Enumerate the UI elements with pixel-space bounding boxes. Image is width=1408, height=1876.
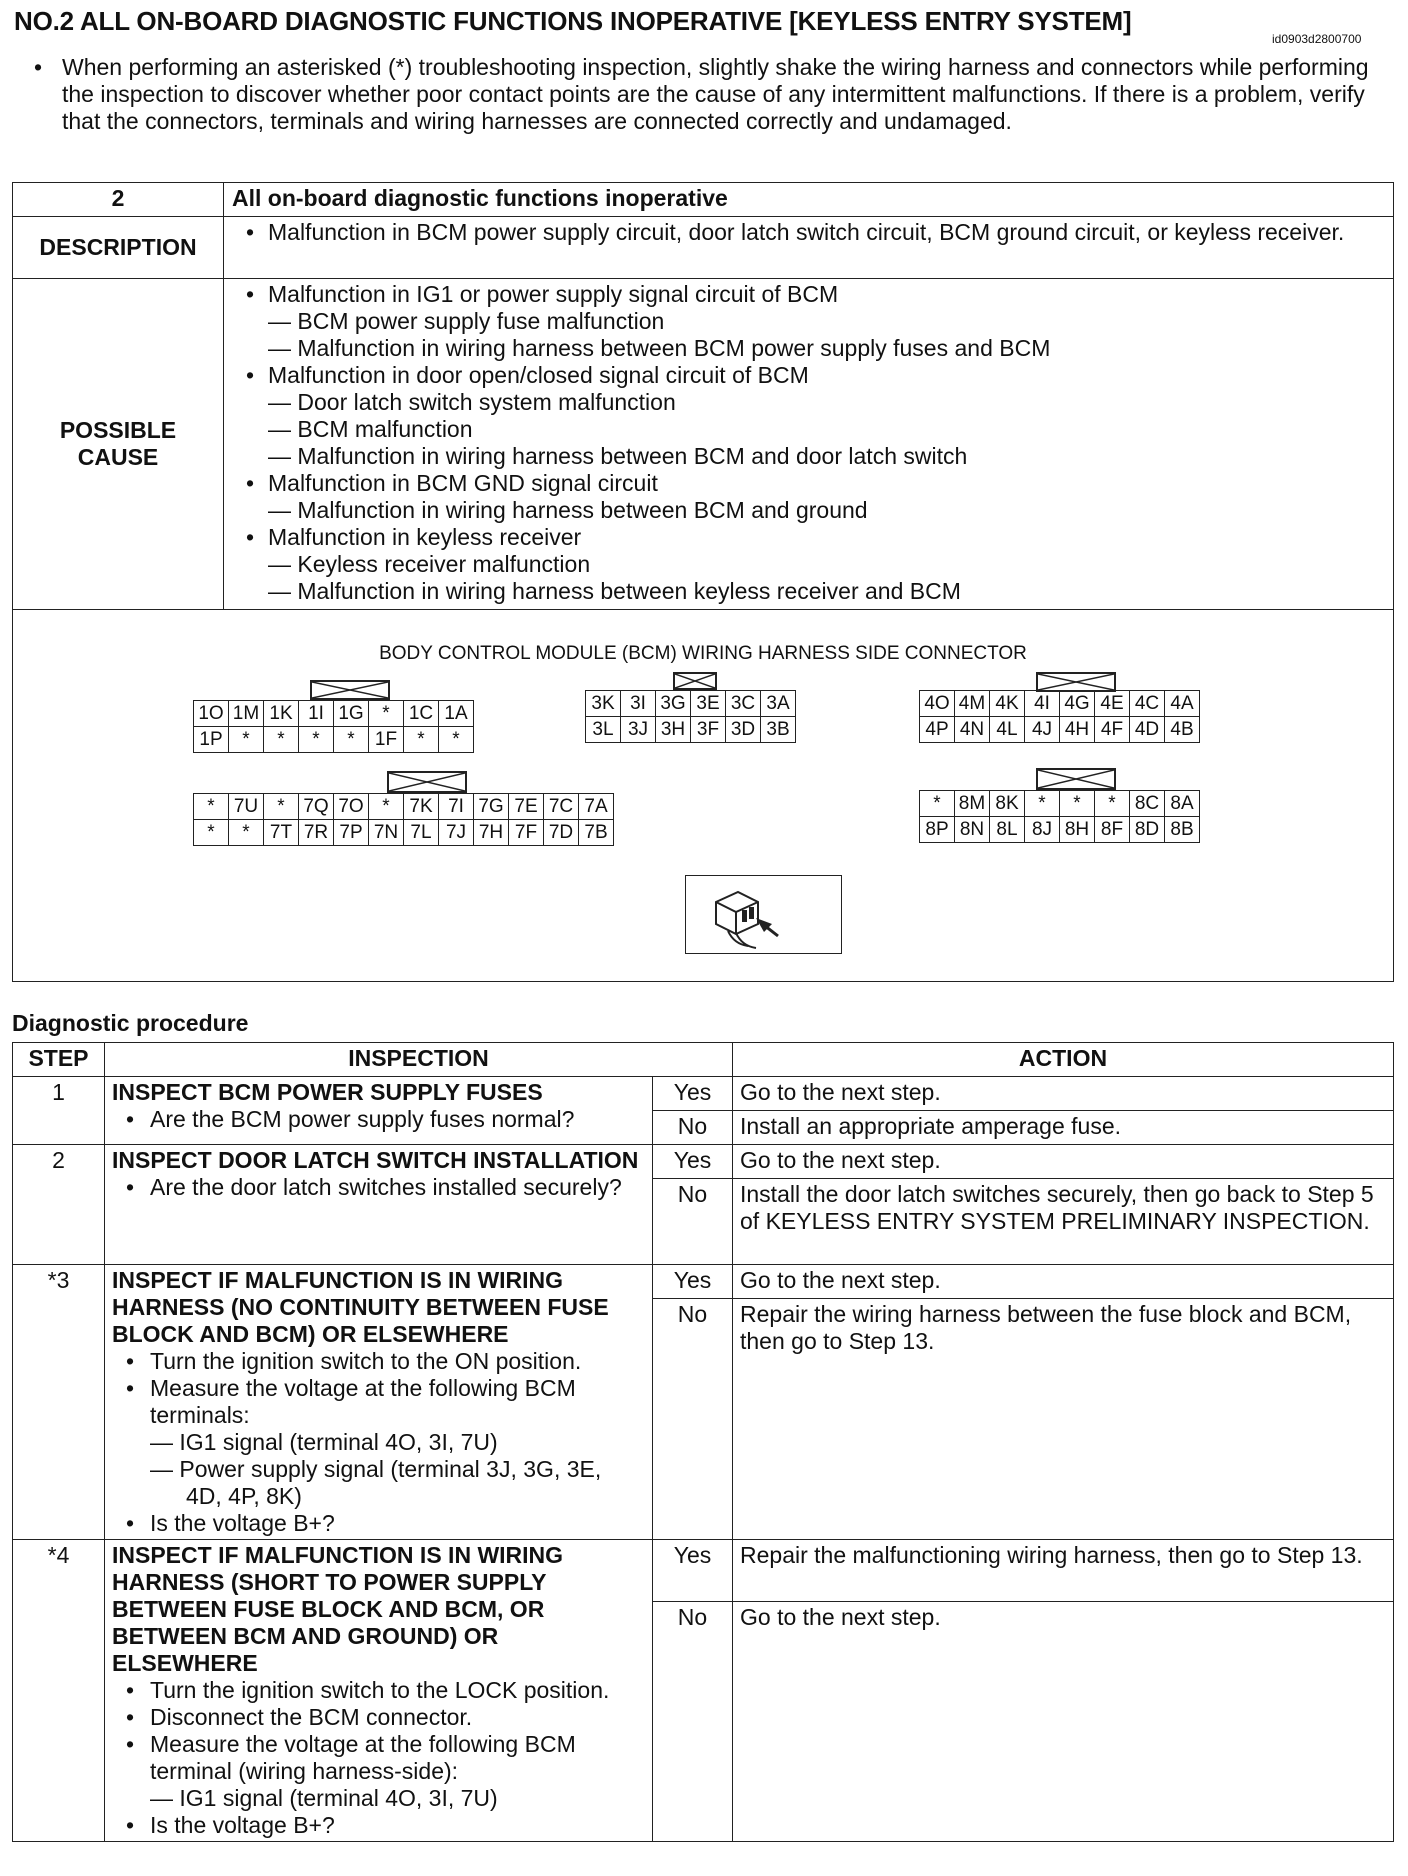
cause-item: • Malfunction in door open/closed signal circuit of BCM — Door latch switch system malfunction — BCM malfunction — Malfunction in wiring harness between BCM and door latch switch [232, 362, 1385, 470]
connector-terminal: 7O [334, 794, 369, 820]
yes-label: Yes [653, 1077, 733, 1111]
connector-terminal: 1C [404, 701, 439, 727]
connector-terminal: 8L [990, 817, 1025, 843]
connector-terminal: 4N [955, 717, 990, 743]
connector-terminal: * [264, 727, 299, 753]
connector-terminal: 8B [1165, 817, 1200, 843]
action-column-header: ACTION [733, 1043, 1394, 1077]
connector-terminal: 8K [990, 791, 1025, 817]
connector-terminal: 4B [1165, 717, 1200, 743]
connector-terminal: 4I [1025, 691, 1060, 717]
inspection-item: • Turn the ignition switch to the ON position. [112, 1348, 645, 1375]
connector-terminal: 1A [439, 701, 474, 727]
inspection-question: • Is the voltage B+? [112, 1510, 645, 1537]
connector-terminal: 3G [656, 691, 691, 717]
connector-terminal: 3J [621, 717, 656, 743]
connector-terminal: 4H [1060, 717, 1095, 743]
connector-terminal: 1O [194, 701, 229, 727]
procedure-header-row [13, 1043, 1394, 1077]
cause-sub-item: — Malfunction in wiring harness between BCM power supply fuses and BCM [268, 335, 1051, 361]
connector-terminal: 8M [955, 791, 990, 817]
connector-terminal: * [369, 794, 404, 820]
yes-action: Go to the next step. [733, 1265, 1394, 1299]
no-action: Repair the wiring harness between the fuse block and BCM, then go to Step 13. [733, 1299, 1394, 1540]
inspection-title: INSPECT BCM POWER SUPPLY FUSES [112, 1079, 543, 1105]
connector-terminal: * [1025, 791, 1060, 817]
connector-8 [919, 790, 1200, 843]
no-label: No [653, 1111, 733, 1145]
connector-terminal: 7I [439, 794, 474, 820]
diagram-title: BODY CONTROL MODULE (BCM) WIRING HARNESS SIDE CONNECTOR [379, 643, 1027, 664]
step-row [13, 1145, 1394, 1179]
cause-sub-item: — BCM power supply fuse malfunction [268, 308, 665, 334]
no-label: No [653, 1299, 733, 1540]
connector-terminal: 1K [264, 701, 299, 727]
connector-terminal: 4K [990, 691, 1025, 717]
connector-terminal: 3D [726, 717, 761, 743]
connector-terminal: 3F [691, 717, 726, 743]
cause-sub-item: — BCM malfunction [268, 416, 473, 442]
connector-terminal: * [1060, 791, 1095, 817]
inspection-cell [105, 1540, 653, 1842]
connector-terminal: 4O [920, 691, 955, 717]
cause-sub-item: — Malfunction in wiring harness between BCM and door latch switch [268, 443, 968, 469]
cause-sub-item: — Malfunction in wiring harness between keyless receiver and BCM [268, 578, 961, 604]
connector-terminal: 7G [474, 794, 509, 820]
connector-terminal: 3A [761, 691, 796, 717]
connector-terminal: 8P [920, 817, 955, 843]
connector-terminal: 1P [194, 727, 229, 753]
connector-terminal: 4C [1130, 691, 1165, 717]
connector-terminal: 1I [299, 701, 334, 727]
step-number: 2 [13, 1145, 105, 1265]
step-column-header: STEP [13, 1043, 105, 1077]
no-label: No [653, 1179, 733, 1265]
connector-terminal: 7N [369, 820, 404, 846]
connector-diagram [13, 610, 1394, 982]
connector-terminal: 4P [920, 717, 955, 743]
yes-action: Go to the next step. [733, 1145, 1394, 1179]
connector-terminal: 3I [621, 691, 656, 717]
connector-1 [193, 700, 474, 753]
connector-latch-icon [310, 680, 390, 700]
connector-terminal: 7H [474, 820, 509, 846]
connector-terminal: 4F [1095, 717, 1130, 743]
no-action: Go to the next step. [733, 1602, 1394, 1842]
inspection-sub-item: — IG1 signal (terminal 4O, 3I, 7U) [150, 1785, 498, 1811]
yes-action: Go to the next step. [733, 1077, 1394, 1111]
cause-sub-item: — Malfunction in wiring harness between BCM and ground [268, 497, 868, 523]
step-number: *4 [13, 1540, 105, 1842]
connector-latch-icon [387, 771, 467, 793]
connector-terminal: * [194, 820, 229, 846]
connector-terminal: 8D [1130, 817, 1165, 843]
inspection-sub-item: 4D, 4P, 8K) [186, 1483, 302, 1509]
step-row [13, 1265, 1394, 1299]
info-header-row [13, 183, 1394, 217]
cause-item: • Malfunction in IG1 or power supply signal circuit of BCM — BCM power supply fuse malfunction — Malfunction in wiring harness between BCM power supply fuses and BCM [232, 281, 1385, 362]
connector-latch-icon [1036, 672, 1116, 692]
inspection-item: • Are the door latch switches installed securely? [112, 1174, 645, 1201]
yes-label: Yes [653, 1265, 733, 1299]
connector-terminal: * [194, 794, 229, 820]
inspection-question: • Is the voltage B+? [112, 1812, 645, 1839]
symptom-name: All on-board diagnostic functions inoperative [224, 183, 1394, 217]
connector-terminal: 8A [1165, 791, 1200, 817]
connector-terminal: 7B [579, 820, 614, 846]
page-title: NO.2 ALL ON-BOARD DIAGNOSTIC FUNCTIONS INOPERATIVE [KEYLESS ENTRY SYSTEM] [14, 6, 1132, 36]
connector-terminal: 4A [1165, 691, 1200, 717]
possible-cause-label: POSSIBLE CAUSE [13, 279, 224, 610]
connector-terminal: 8C [1130, 791, 1165, 817]
no-action: Install an appropriate amperage fuse. [733, 1111, 1394, 1145]
connector-terminal: 3L [586, 717, 621, 743]
connector-terminal: 4E [1095, 691, 1130, 717]
no-action: Install the door latch switches securely, then go back to Step 5 of KEYLESS ENTRY SYSTEM PRELIMINARY INSPECTION. [733, 1179, 1394, 1265]
description-label: DESCRIPTION [13, 217, 224, 279]
inspection-cell [105, 1145, 653, 1265]
step-number: *3 [13, 1265, 105, 1540]
connector-terminal: 7A [579, 794, 614, 820]
inspection-item: • Measure the voltage at the following BCM terminal (wiring harness-side): — IG1 signal (terminal 4O, 3I, 7U) [112, 1731, 645, 1812]
connector-terminal: * [229, 820, 264, 846]
connector-terminal: 7L [404, 820, 439, 846]
inspection-sub-item: — Power supply signal (terminal 3J, 3G, 3E, [150, 1456, 602, 1482]
inspection-item: • Turn the ignition switch to the LOCK position. [112, 1677, 645, 1704]
cause-list [232, 281, 1385, 605]
inspection-cell [105, 1077, 653, 1145]
connector-terminal: * [1095, 791, 1130, 817]
inspection-column-header: INSPECTION [105, 1043, 733, 1077]
inspection-item: • Disconnect the BCM connector. [112, 1704, 645, 1731]
connector-terminal: * [264, 794, 299, 820]
connector-terminal: 7U [229, 794, 264, 820]
harness-side-probe-icon [685, 875, 842, 954]
connector-terminal: * [404, 727, 439, 753]
connector-terminal: 3B [761, 717, 796, 743]
inspection-title: INSPECT IF MALFUNCTION IS IN WIRING HARNESS (NO CONTINUITY BETWEEN FUSE BLOCK AND BCM) OR ELSEWHERE [112, 1267, 609, 1347]
connector-terminal: * [229, 727, 264, 753]
note-text: • When performing an asterisked (*) troubleshooting inspection, slightly shake the wiring harness and connectors while performing the inspection to discover whether poor contact points are the cause of any intermittent malfunctions. If there is a problem, verify that the connectors, terminals and wiring harnesses are connected correctly and undamaged. [28, 54, 1388, 135]
yes-action: Repair the malfunctioning wiring harness, then go to Step 13. [733, 1540, 1394, 1602]
connector-3 [585, 690, 796, 743]
connector-terminal: 8H [1060, 817, 1095, 843]
connector-terminal: 7K [404, 794, 439, 820]
connector-terminal: 4G [1060, 691, 1095, 717]
step-row [13, 1077, 1394, 1111]
connector-terminal: * [439, 727, 474, 753]
connector-terminal: 7Q [299, 794, 334, 820]
connector-terminal: 1G [334, 701, 369, 727]
connector-terminal: * [334, 727, 369, 753]
symptom-number: 2 [13, 183, 224, 217]
connector-7 [193, 793, 614, 846]
connector-terminal: 3C [726, 691, 761, 717]
connector-latch-icon [673, 672, 717, 690]
connector-terminal: * [920, 791, 955, 817]
symptom-info-table [12, 182, 1394, 982]
diagnostic-procedure-table [12, 1042, 1394, 1842]
connector-terminal: * [369, 701, 404, 727]
connector-terminal: 4J [1025, 717, 1060, 743]
connector-terminal: 8F [1095, 817, 1130, 843]
inspection-item: • Are the BCM power supply fuses normal? [112, 1106, 645, 1133]
connector-terminal: 1F [369, 727, 404, 753]
inspection-cell [105, 1265, 653, 1540]
inspection-note [28, 54, 1388, 135]
cause-item: • Malfunction in keyless receiver — Keyless receiver malfunction — Malfunction in wiring harness between keyless receiver and BCM [232, 524, 1385, 605]
connector-terminal: 8N [955, 817, 990, 843]
connector-terminal: 3K [586, 691, 621, 717]
diagnostic-procedure-title: Diagnostic procedure [12, 1010, 249, 1036]
connector-terminal: 7J [439, 820, 474, 846]
cause-item: • Malfunction in BCM GND signal circuit — Malfunction in wiring harness between BCM and ground [232, 470, 1385, 524]
connector-terminal: * [299, 727, 334, 753]
connector-terminal: 7T [264, 820, 299, 846]
connector-terminal: 1M [229, 701, 264, 727]
description-text: • Malfunction in BCM power supply circuit, door latch switch circuit, BCM ground circuit, or keyless receiver. [232, 219, 1385, 246]
cause-sub-item: — Door latch switch system malfunction [268, 389, 676, 415]
connector-terminal: 4M [955, 691, 990, 717]
step-row [13, 1540, 1394, 1602]
yes-label: Yes [653, 1540, 733, 1602]
connector-terminal: 4D [1130, 717, 1165, 743]
description-row [13, 217, 1394, 279]
inspection-title: INSPECT IF MALFUNCTION IS IN WIRING HARNESS (SHORT TO POWER SUPPLY BETWEEN FUSE BLOCK AND BCM, OR BETWEEN BCM AND GROUND) OR ELSEWHERE [112, 1542, 564, 1676]
no-label: No [653, 1602, 733, 1842]
connector-4 [919, 690, 1200, 743]
connector-terminal: 7R [299, 820, 334, 846]
inspection-sub-item: — IG1 signal (terminal 4O, 3I, 7U) [150, 1429, 498, 1455]
document-id: id0903d2800700 [1272, 32, 1362, 46]
connector-terminal: 7E [509, 794, 544, 820]
connector-terminal: 7C [544, 794, 579, 820]
connector-terminal: 7F [509, 820, 544, 846]
inspection-title: INSPECT DOOR LATCH SWITCH INSTALLATION [112, 1147, 639, 1173]
connector-terminal: 7D [544, 820, 579, 846]
connector-terminal: 8J [1025, 817, 1060, 843]
connector-terminal: 3H [656, 717, 691, 743]
connector-terminal: 4L [990, 717, 1025, 743]
connector-terminal: 7P [334, 820, 369, 846]
inspection-item: • Measure the voltage at the following BCM terminals: — IG1 signal (terminal 4O, 3I, 7U) — Power supply signal (terminal 3J, 3G, 3E, 4D, 4P, 8K) [112, 1375, 645, 1510]
connector-diagram-row [13, 610, 1394, 982]
possible-cause-row [13, 279, 1394, 610]
yes-label: Yes [653, 1145, 733, 1179]
cause-sub-item: — Keyless receiver malfunction [268, 551, 591, 577]
step-number: 1 [13, 1077, 105, 1145]
connector-latch-icon [1036, 768, 1116, 790]
connector-terminal: 3E [691, 691, 726, 717]
